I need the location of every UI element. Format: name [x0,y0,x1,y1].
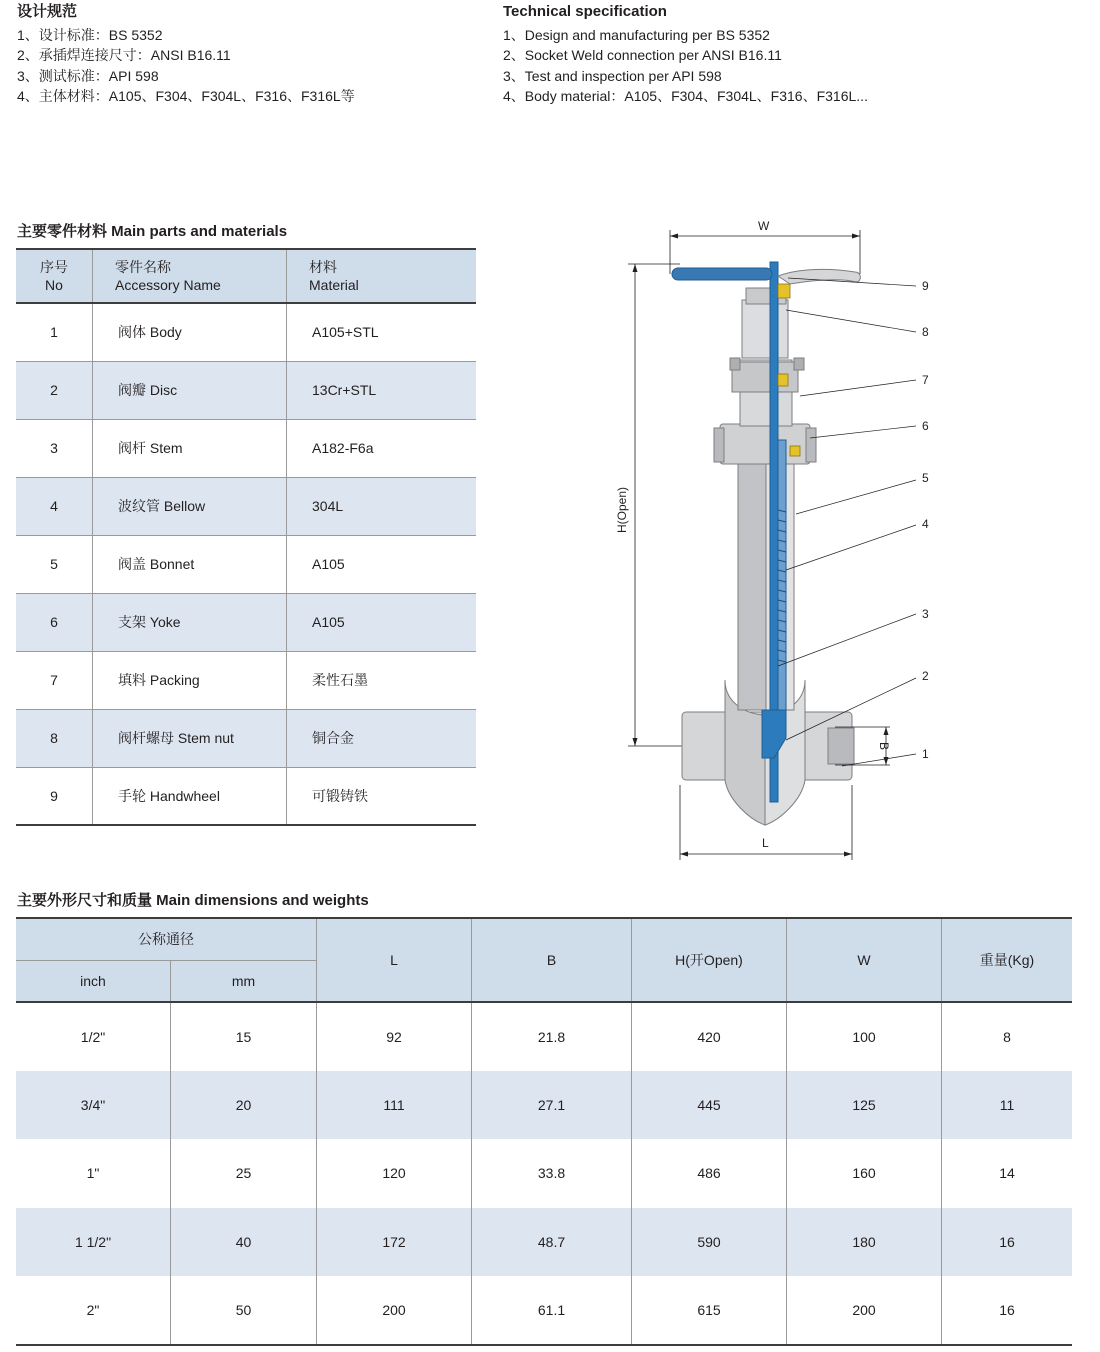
dim-l-label: L [762,836,769,850]
part-material: 可锻铸铁 [287,767,477,825]
cell-mm: 20 [171,1071,317,1140]
cell-w: 160 [787,1139,942,1208]
dim-h-label: H(Open) [615,486,629,534]
cell-inch: 1 1/2" [16,1208,171,1277]
part-material: A105+STL [287,303,477,361]
cell-inch: 1" [16,1139,171,1208]
table-row [16,535,476,593]
parts-header-row [16,249,476,303]
part-name: 阀体 Body [93,303,287,361]
cell-inch: 2" [16,1276,171,1345]
header-b: B [472,918,632,1002]
part-material: A182-F6a [287,419,477,477]
cell-mm: 50 [171,1276,317,1345]
header-material-en: Material [309,277,359,293]
table-row [16,419,476,477]
part-no: 8 [50,730,58,746]
dims-section-title: 主要外形尺寸和质量 Main dimensions and weights [17,892,369,909]
part-no: 2 [50,382,58,398]
cell-l: 120 [317,1139,472,1208]
cell-b: 61.1 [472,1276,632,1345]
table-row [16,767,476,825]
table-row [16,651,476,709]
callout-6: 6 [922,419,929,433]
callout-5: 5 [922,471,929,485]
part-material: A105 [287,593,477,651]
part-material: 304L [287,477,477,535]
cell-w: 100 [787,1002,942,1071]
valve-diagram [600,210,960,870]
part-name: 阀杆螺母 Stem nut [93,709,287,767]
part-name: 支架 Yoke [93,593,287,651]
cell-h: 615 [632,1276,787,1345]
cell-w: 180 [787,1208,942,1277]
header-l: L [317,918,472,1002]
spec-cn-line: 1、设计标准：BS 5352 [17,26,163,43]
cell-h: 445 [632,1071,787,1140]
part-material: 铜合金 [287,709,477,767]
cell-w: 125 [787,1071,942,1140]
dim-b-label: B [877,741,891,751]
header-h: H(开Open) [632,918,787,1002]
part-name: 阀瓣 Disc [93,361,287,419]
part-no: 1 [50,324,58,341]
cell-l: 92 [317,1002,472,1071]
dim-w [670,230,860,274]
header-material [287,249,477,303]
header-material-cn: 材料 [309,259,337,275]
header-name-en: Accessory Name [115,277,221,293]
cell-b: 27.1 [472,1071,632,1140]
cell-b: 33.8 [472,1139,632,1208]
dim-h [628,264,690,746]
parts-table [16,248,476,826]
spec-cn-block [17,2,355,107]
cell-b: 48.7 [472,1208,632,1277]
part-material: 13Cr+STL [287,361,477,419]
part-no: 4 [50,498,58,514]
header-no-en: No [45,277,63,293]
cell-w: 200 [787,1276,942,1345]
part-name: 手轮 Handwheel [93,767,287,825]
part-name: 阀盖 Bonnet [93,535,287,593]
dims-header-row [16,918,1072,960]
table-row [16,593,476,651]
callout-2: 2 [922,669,929,683]
part-name: 波纹管 Bellow [93,477,287,535]
cell-weight: 16 [942,1208,1073,1277]
spec-en-title: Technical specification [503,3,667,20]
dim-w-label: W [758,219,770,233]
part-material: A105 [287,535,477,593]
spec-en-line: 3、Test and inspection per API 598 [503,67,722,84]
parts-section-title: 主要零件材料 Main parts and materials [17,223,288,240]
part-name: 填料 Packing [93,651,287,709]
valve-body [682,440,854,825]
part-no: 3 [50,440,58,456]
header-no [16,249,93,303]
header-nominal: 公称通径 [16,918,317,960]
valve-bonnet [714,288,816,464]
spec-en-block [503,2,868,107]
header-name-cn: 零件名称 [115,259,171,275]
part-no: 5 [50,556,58,572]
cell-mm: 15 [171,1002,317,1071]
cell-h: 590 [632,1208,787,1277]
spec-en-line: 1、Design and manufacturing per BS 5352 [503,26,770,43]
cell-b: 21.8 [472,1002,632,1071]
table-row [16,709,476,767]
cell-l: 200 [317,1276,472,1345]
header-mm: mm [171,960,317,1002]
callout-leaders [778,278,916,766]
cell-inch: 3/4" [16,1071,171,1140]
callout-9: 9 [922,279,929,293]
spec-cn-line: 3、测试标准：API 598 [17,67,159,84]
header-w: W [787,918,942,1002]
table-row [16,303,476,361]
cell-h: 420 [632,1002,787,1071]
cell-weight: 8 [942,1002,1073,1071]
part-material: 柔性石墨 [287,651,477,709]
callout-7: 7 [922,373,929,387]
cell-inch: 1/2" [16,1002,171,1071]
header-weight: 重量(Kg) [942,918,1073,1002]
cell-weight: 11 [942,1071,1073,1140]
cell-mm: 25 [171,1139,317,1208]
cell-weight: 14 [942,1139,1073,1208]
spec-cn-line: 2、承插焊连接尺寸：ANSI B16.11 [17,47,231,63]
cell-l: 111 [317,1071,472,1140]
cell-h: 486 [632,1139,787,1208]
part-no: 6 [50,614,58,630]
header-no-cn: 序号 [40,259,68,275]
spec-cn-line: 4、主体材料：A105、F304、F304L、F316、F316L等 [17,88,355,104]
table-row [16,361,476,419]
table-row [16,1071,1072,1140]
cell-l: 172 [317,1208,472,1277]
spec-en-line: 2、Socket Weld connection per ANSI B16.11 [503,47,782,63]
spec-cn-title: 设计规范 [17,3,78,20]
table-row [16,1208,1072,1277]
spec-en-line: 4、Body material：A105、F304、F304L、F316、F316L... [503,88,868,104]
handwheel [672,268,860,284]
part-no: 9 [50,787,58,804]
dims-table [16,917,1072,1346]
cell-weight: 16 [942,1276,1073,1345]
table-row [16,1002,1072,1071]
table-row [16,477,476,535]
table-row [16,1276,1072,1345]
callout-1: 1 [922,747,929,761]
callout-3: 3 [922,607,929,621]
callout-4: 4 [922,517,929,531]
header-inch: inch [16,960,171,1002]
part-name: 阀杆 Stem [93,419,287,477]
table-row [16,1139,1072,1208]
callout-8: 8 [922,325,929,339]
cell-mm: 40 [171,1208,317,1277]
header-name [93,249,287,303]
part-no: 7 [50,672,58,688]
